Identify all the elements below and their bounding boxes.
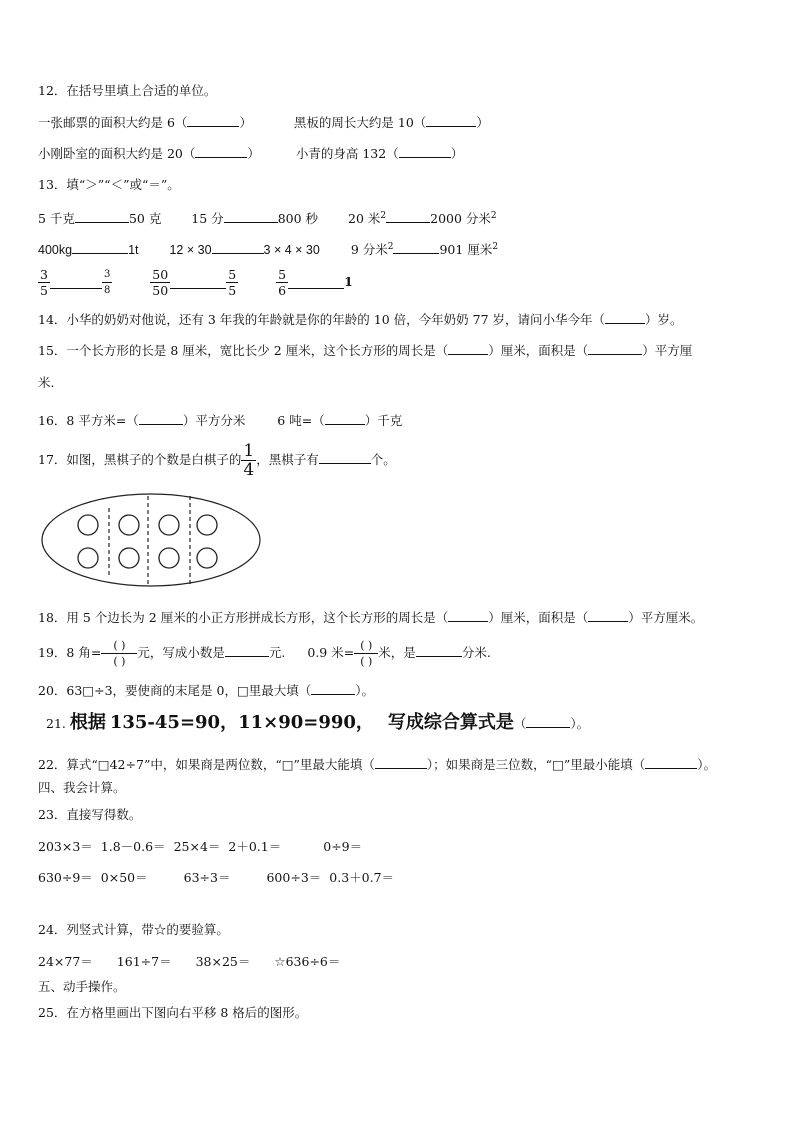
chess-piece — [197, 548, 217, 568]
q15-cont: 米. — [38, 375, 55, 390]
answer-blank[interactable] — [325, 412, 365, 425]
q16 — [38, 412, 402, 430]
q24-title: 24．列竖式计算，带☆的要验算。 — [38, 922, 229, 937]
answer-blank[interactable] — [224, 210, 278, 223]
answer-blank[interactable] — [50, 276, 102, 289]
q23-title: 23．直接写得数。 — [38, 807, 142, 822]
q13-row2 — [38, 238, 498, 259]
fraction-blank[interactable]: $\frac{( )}{( )}$ — [354, 638, 378, 669]
answer-blank[interactable] — [170, 276, 226, 289]
chess-piece — [159, 548, 179, 568]
answer-blank[interactable] — [416, 644, 462, 657]
calc-item: 1.8－0.6＝ — [100, 839, 166, 854]
q13-item: 50 克 — [128, 211, 162, 227]
q16-text: 6 吨=（ — [277, 413, 325, 428]
section-four-heading: 四、我会计算。 — [38, 780, 126, 795]
answer-blank[interactable] — [375, 756, 427, 769]
q22-text: ）。 — [697, 757, 717, 772]
q19-text: 分米. — [461, 645, 491, 660]
fraction: $\frac{1}{4}$ — [243, 441, 255, 480]
answer-blank[interactable] — [426, 114, 476, 127]
q15 — [38, 342, 692, 360]
q21-text: 写成综合算式是 — [387, 712, 514, 733]
q21-text: 135-45=90，11×90=990， — [109, 712, 374, 733]
paren-close: ） — [476, 115, 489, 130]
q13-item: 15 分 — [191, 211, 224, 227]
calc-item: 25×4＝ — [173, 839, 221, 854]
q18-text: ）平方厘米。 — [628, 610, 704, 625]
q13-item: 1t — [128, 243, 139, 258]
fraction: $\frac{3}{5}$ — [40, 267, 48, 298]
q12-c: 小刚卧室的面积大约是 20（ — [38, 146, 196, 161]
chess-piece — [197, 515, 217, 535]
q14-end: ）岁。 — [645, 312, 683, 327]
answer-blank[interactable] — [139, 412, 183, 425]
q13-item: 400kg — [38, 243, 73, 258]
q13-item: 1 — [344, 274, 353, 289]
q22-text: ）；如果商是三位数，“□”里最小能填（ — [426, 757, 646, 772]
answer-blank[interactable] — [448, 342, 488, 355]
q18 — [38, 609, 703, 627]
q19-text: 米，是 — [378, 645, 416, 660]
calc-item: ☆636÷6＝ — [274, 954, 341, 969]
q12-row1 — [38, 114, 489, 132]
q21-text: 根据 — [69, 712, 106, 733]
answer-blank[interactable] — [212, 241, 264, 254]
fraction: $\frac{5}{6}$ — [278, 267, 287, 298]
answer-blank[interactable] — [319, 451, 371, 464]
chess-piece — [78, 548, 98, 568]
paren-close: ） — [247, 146, 260, 161]
q12-row2 — [38, 145, 463, 163]
answer-blank[interactable] — [72, 241, 128, 254]
q21 — [46, 714, 589, 733]
paren-open: （ — [513, 716, 527, 731]
answer-blank[interactable] — [393, 241, 439, 254]
answer-blank[interactable] — [588, 609, 628, 622]
q13-title: 13．填“＞”“＜”或“＝”。 — [38, 177, 180, 192]
q20-text: 20．63□÷3，要使商的末尾是 0，□里最大填（ — [38, 683, 312, 698]
q12-b: 黑板的周长大约是 10（ — [293, 115, 427, 130]
q13-item: 2000 分米 — [430, 211, 491, 227]
q13-item: 9 分米 — [350, 242, 388, 258]
chess-pieces-figure — [40, 492, 262, 588]
fraction: $\frac{5}{5}$ — [228, 267, 237, 298]
answer-blank[interactable] — [311, 682, 355, 695]
answer-blank[interactable] — [75, 210, 129, 223]
q20 — [38, 682, 374, 700]
calc-item: 0÷9＝ — [323, 839, 363, 854]
q16-text: ）平方分米 — [182, 413, 246, 428]
superscript: 2 — [380, 211, 387, 221]
q15-text: 15．一个长方形的长是 8 厘米，宽比长少 2 厘米，这个长方形的周长是（ — [38, 343, 449, 358]
q21-number: 21. — [46, 716, 66, 731]
calc-item: 0.3＋0.7＝ — [329, 870, 395, 885]
q19-text: 元，写成小数是 — [137, 645, 225, 660]
calc-item: 600÷3＝ — [266, 870, 322, 885]
paren-close: ） — [450, 146, 464, 161]
q15-text: ）平方厘 — [642, 343, 693, 358]
q13-row1 — [38, 207, 497, 228]
q17-text: 个。 — [370, 452, 396, 467]
calc-item: 630÷9＝ — [38, 870, 93, 885]
q14 — [38, 311, 683, 329]
q16-text: ）千克 — [364, 413, 403, 428]
answer-blank[interactable] — [526, 715, 570, 728]
q24-row1 — [38, 953, 340, 971]
q17-text: ，黑棋子有 — [256, 452, 319, 467]
chess-piece — [159, 515, 179, 535]
answer-blank[interactable] — [605, 311, 645, 324]
q22 — [38, 756, 716, 774]
q19-text: 元. — [268, 645, 286, 660]
answer-blank[interactable] — [588, 342, 642, 355]
chess-piece — [78, 515, 98, 535]
q12-a: 一张邮票的面积大约是 6（ — [38, 115, 188, 130]
chess-piece — [119, 515, 139, 535]
answer-blank[interactable] — [288, 276, 344, 289]
fraction: $\frac{3}{8}$ — [103, 269, 111, 296]
superscript: 2 — [387, 242, 394, 252]
answer-blank[interactable] — [399, 145, 451, 158]
q23-row2 — [38, 869, 394, 887]
paren-close: ） — [239, 115, 252, 130]
answer-blank[interactable] — [448, 609, 488, 622]
q18-text: ）厘米，面积是（ — [488, 610, 589, 625]
q13-item: 12 × 30 — [169, 243, 212, 258]
q17 — [38, 440, 396, 480]
q14-text: 14．小华的奶奶对他说，还有 3 年我的年龄就是你的年龄的 10 倍，今年奶奶 77 岁，请问小华今年（ — [38, 312, 606, 327]
fraction-blank[interactable]: $\frac{( )}{( )}$ — [101, 638, 137, 669]
q16-text: 16．8 平方米=（ — [38, 413, 139, 428]
answer-blank[interactable] — [195, 145, 247, 158]
oval-outline — [42, 494, 260, 586]
calc-item: 63÷3＝ — [183, 870, 231, 885]
answer-blank[interactable] — [225, 644, 269, 657]
superscript: 2 — [492, 242, 499, 252]
q25: 25．在方格里画出下图向右平移 8 格后的图形。 — [38, 1005, 308, 1020]
q22-text: 22．算式“□42÷7”中，如果商是两位数，“□”里最大能填（ — [38, 757, 375, 772]
chess-piece — [119, 548, 139, 568]
fraction: $\frac{50}{50}$ — [152, 267, 169, 298]
q12-title: 12．在括号里填上合适的单位。 — [38, 83, 217, 98]
q18-text: 18．用 5 个边长为 2 厘米的小正方形拼成长方形，这个长方形的周长是（ — [38, 610, 449, 625]
answer-blank[interactable] — [645, 756, 697, 769]
q13-item: 20 米 — [348, 211, 381, 227]
q13-item: 5 千克 — [38, 211, 75, 227]
q19-text: 19．8 角= — [38, 645, 102, 660]
calc-item: 203×3＝ — [38, 839, 93, 854]
q19 — [38, 632, 491, 674]
calc-item: 161÷7＝ — [116, 954, 172, 969]
q17-text: 17．如图，黑棋子的个数是白棋子的 — [38, 452, 242, 467]
q19-text: 0.9 米= — [307, 645, 355, 660]
answer-blank[interactable] — [386, 210, 430, 223]
calc-item: 24×77＝ — [38, 954, 93, 969]
superscript: 2 — [490, 211, 497, 221]
q21-text: ）。 — [570, 716, 590, 731]
answer-blank[interactable] — [187, 114, 239, 127]
calc-item: 38×25＝ — [195, 954, 251, 969]
calc-item: 2＋0.1＝ — [228, 839, 282, 854]
q15-text: ）厘米，面积是（ — [488, 343, 589, 358]
q12-d: 小青的身高 132（ — [295, 146, 399, 161]
q20-text: ）。 — [355, 683, 375, 698]
q23-row1 — [38, 838, 362, 856]
q13-item: 901 厘米 — [439, 242, 493, 258]
q13-item: 800 秒 — [277, 211, 319, 227]
q13-item: 3 × 4 × 30 — [263, 243, 320, 258]
q13-row3 — [38, 262, 353, 302]
section-five-heading: 五、动手操作。 — [38, 979, 126, 994]
calc-item: 0×50＝ — [100, 870, 148, 885]
